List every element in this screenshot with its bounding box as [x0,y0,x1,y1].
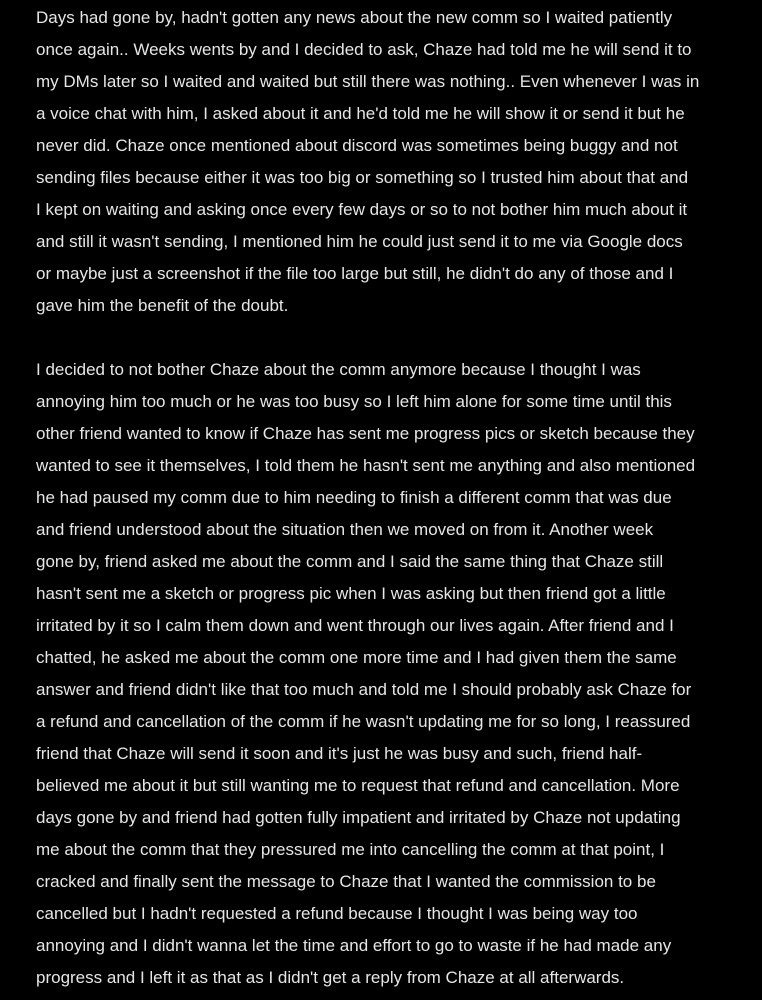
text-line: irritated by it so I calm them down and went through our lives again. After friend and I [36,616,674,635]
text-line: once again.. Weeks wents by and I decided to ask, Chaze had told me he will send it to [36,40,692,59]
text-line: answer and friend didn't like that too much and told me I should probably ask Chaze for [36,680,692,699]
text-line: a refund and cancellation of the comm if he wasn't updating me for so long, I reassured [36,712,691,731]
text-line: my DMs later so I waited and waited but still there was nothing.. Even whenever I was in [36,72,700,91]
text-line: cracked and finally sent the message to Chaze that I wanted the commission to be [36,872,656,891]
text-line: annoying him too much or he was too busy so I left him alone for some time until this [36,392,672,411]
text-line: I decided to not bother Chaze about the comm anymore because I thought I was [36,360,641,379]
text-line: wanted to see it themselves, I told them he hasn't sent me anything and also mentioned [36,456,696,475]
text-line: and still it wasn't sending, I mentioned him he could just send it to me via Google docs [36,232,683,251]
text-line: hasn't sent me a sketch or progress pic when I was asking but then friend got a little [36,584,666,603]
text-line: Days had gone by, hadn't gotten any news about the new comm so I waited patiently [36,8,673,27]
text-line: never did. Chaze once mentioned about discord was sometimes being buggy and not [36,136,678,155]
text-line: cancelled but I hadn't requested a refund because I thought I was being way too [36,904,638,923]
text-line: friend that Chaze will send it soon and it's just he was busy and such, friend half- [36,744,643,763]
text-line: annoying and I didn't wanna let the time and effort to go to waste if he had made any [36,936,672,955]
text-line: days gone by and friend had gotten fully impatient and irritated by Chaze not updating [36,808,681,827]
text-line: he had paused my comm due to him needing to finish a different comm that was due [36,488,672,507]
text-line: and friend understood about the situation then we moved on from it. Another week [36,520,654,539]
text-line: a voice chat with him, I asked about it and he'd told me he will show it or send it but he [36,104,685,123]
text-line: progress and I left it as that as I didn't get a reply from Chaze at all afterwards. [36,968,625,987]
text-line: other friend wanted to know if Chaze has sent me progress pics or sketch because they [36,424,695,443]
text-line: believed me about it but still wanting me to request that refund and cancellation. More [36,776,680,795]
document-body [36,2,736,994]
text-line: sending files because either it was too big or something so I trusted him about that and [36,168,689,187]
text-line: me about the comm that they pressured me into cancelling the comm at that point, I [36,840,665,859]
paragraph-2 [36,354,736,994]
paragraph-1 [36,2,736,322]
text-line: gone by, friend asked me about the comm and I said the same thing that Chaze still [36,552,664,571]
text-line: gave him the benefit of the doubt. [36,296,289,315]
text-line: chatted, he asked me about the comm one more time and I had given them the same [36,648,677,667]
text-line: or maybe just a screenshot if the file too large but still, he didn't do any of those and I [36,264,674,283]
text-line: I kept on waiting and asking once every few days or so to not bother him much about it [36,200,688,219]
